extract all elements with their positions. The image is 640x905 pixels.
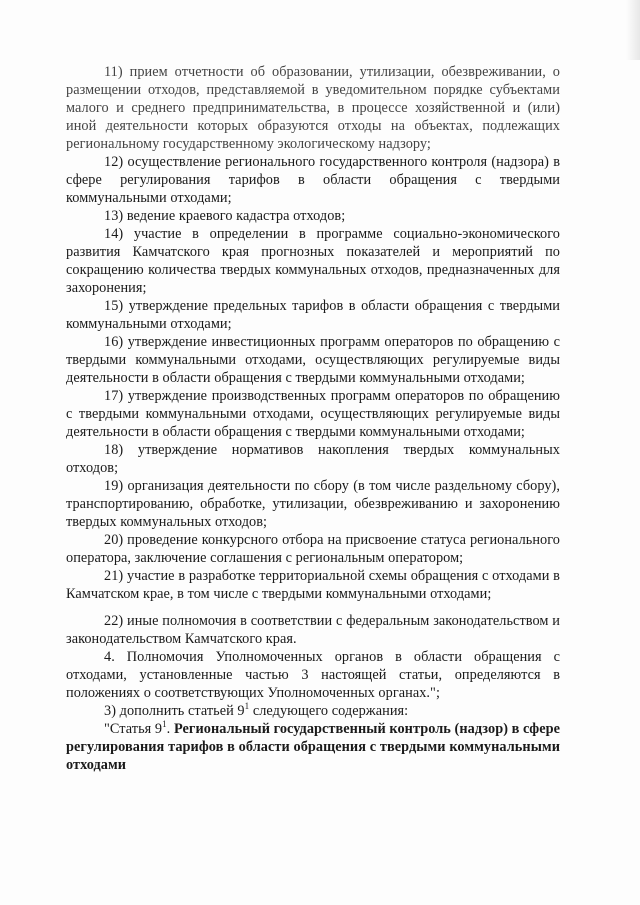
article-title: Региональный государственный контроль (надзор) в сфере регулирования тарифов в области обращения с твердыми коммунальными отходами (66, 721, 560, 773)
article-prefix: "Статья 9 (104, 721, 163, 737)
article-dot: . (166, 721, 174, 737)
scan-edge-shadow (626, 0, 640, 60)
paragraph-16: 16) утверждение инвестиционных программ операторов по обращению с твердыми коммунальными отходами, осуществляющих регулируемые виды деятельности в области обращения с твердыми коммунальными отходами; (66, 334, 560, 386)
item-3-text: 3) дополнить статьей 9 (104, 703, 245, 719)
paragraph-12: 12) осуществление регионального государственного контроля (надзора) в сфере регулирования тарифов в области обращения с твердыми коммунальными отходами; (66, 154, 560, 206)
paragraph-20: 20) проведение конкурсного отбора на присвоение статуса регионального оператора, заключение соглашения с региональным оператором; (66, 532, 560, 566)
paragraph-13: 13) ведение краевого кадастра отходов; (104, 208, 346, 224)
paragraph-15: 15) утверждение предельных тарифов в области обращения с твердыми коммунальными отходами; (66, 298, 560, 332)
paragraph-21: 21) участие в разработке территориальной схемы обращения с отходами в Камчатском крае, в том числе с твердыми коммунальными отходами; (66, 568, 560, 602)
item-3-tail: следующего содержания: (249, 703, 409, 719)
paragraph-part-4: 4. Полномочия Уполномоченных органов в области обращения с отходами, установленные частью 3 настоящей статьи, определяются в положениях о соответствующих Уполномоченных органах."; (66, 649, 560, 701)
article-superscript: 1 (162, 719, 167, 730)
paragraph-18: 18) утверждение нормативов накопления твердых коммунальных отходов; (66, 442, 560, 476)
paragraph-11: 11) прием отчетности об образовании, утилизации, обезвреживании, о размещении отходов, представляемой в уведомительном порядке субъектами малого и среднего предпринимательства, в процессе хозяйственной и (или) иной деятельности которых образуются отходы на объектах, подлежащих региональному государственному экологическому надзору; (66, 64, 560, 152)
paragraph-22: 22) иные полномочия в соответствии с федеральным законодательством и законодательством Камчатского края. (66, 613, 560, 647)
paragraph-19: 19) организация деятельности по сбору (в том числе раздельному сбору), транспортированию, обработке, утилизации, обезвреживанию и захоронению твердых коммунальных отходов; (66, 478, 560, 530)
article-heading (66, 720, 560, 774)
paragraph-14: 14) участие в определении в программе социально-экономического развития Камчатского края прогнозных показателей и мероприятий по сокращению количества твердых коммунальных отходов, предназначенных для захоронения; (66, 226, 560, 296)
paragraph-17: 17) утверждение производственных программ операторов по обращению с твердыми коммунальными отходами, осуществляющих регулируемые виды деятельности в области обращения с твердыми коммунальными отходами; (66, 388, 560, 440)
paragraph-item-3 (66, 702, 560, 720)
document-body (66, 63, 560, 774)
item-3-superscript: 1 (244, 701, 250, 712)
